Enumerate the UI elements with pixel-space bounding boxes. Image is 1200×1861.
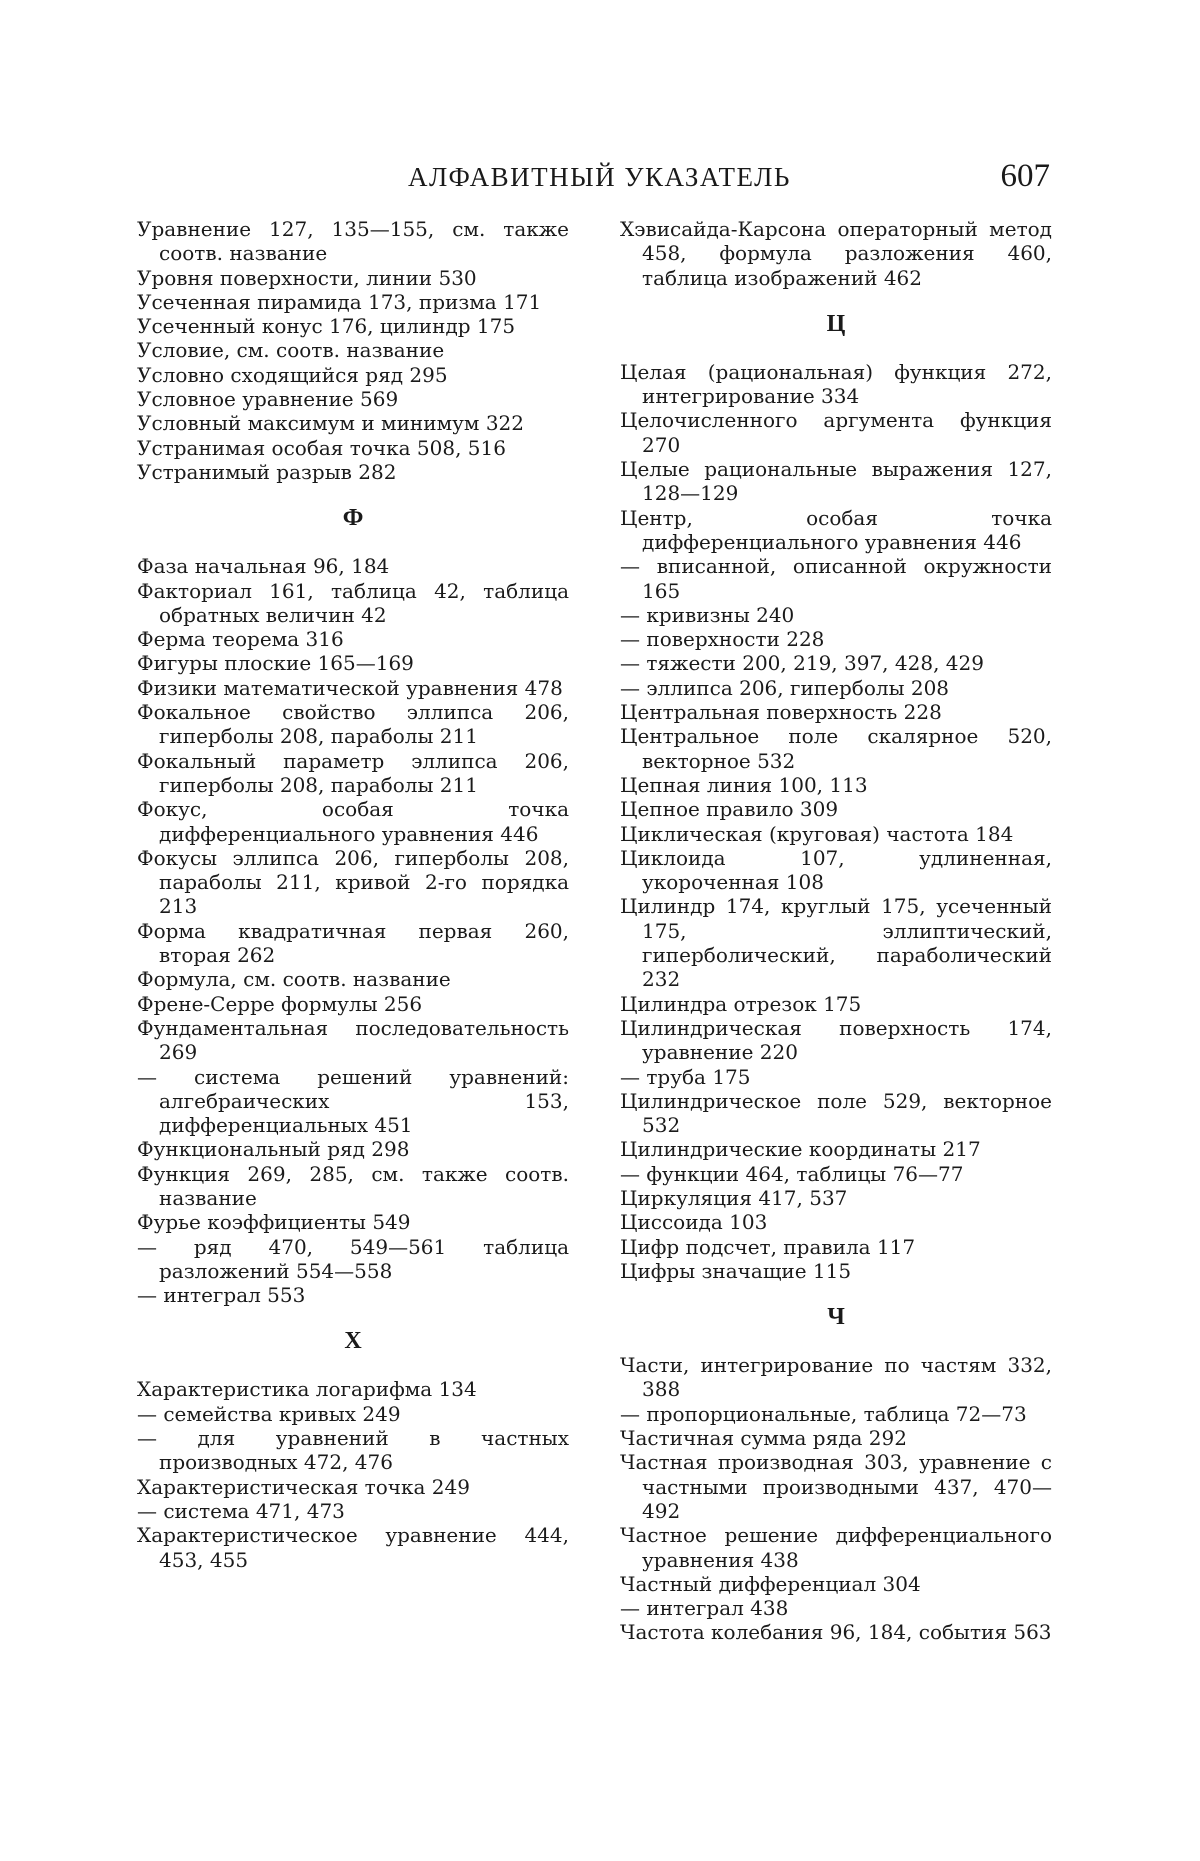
section-letter: Ф: [342, 505, 364, 532]
index-entry: Физики математической уравнения 478: [137, 675, 563, 700]
index-entry: Цилиндра отрезок 175: [620, 991, 862, 1016]
index-entry: Устранимый разрыв 282: [137, 459, 397, 484]
index-entry: — система решений уравнений: алгебраических 153, дифференциальных 451: [137, 1064, 569, 1138]
index-entry: — семейства кривых 249: [137, 1401, 401, 1426]
index-entry: Фундаментальная последовательность 269: [137, 1015, 569, 1065]
index-entry: Фокусы эллипса 206, гиперболы 208, параболы 211, кривой 2-го порядка 213: [137, 845, 569, 919]
index-entry: Частичная сумма ряда 292: [620, 1426, 907, 1451]
index-entry: — ряд 470, 549—561 таблица разложений 554—558: [137, 1234, 569, 1283]
index-entry: Центральное поле скалярное 520, векторное 532: [620, 724, 1052, 773]
index-entry: Условное уравнение 569: [137, 387, 399, 412]
index-entry: Частное решение дифференциального уравнения 438: [620, 1523, 1052, 1572]
index-entry: Функция 269, 285, см. также соотв. название: [137, 1161, 569, 1210]
index-entry: Усеченный конус 176, цилиндр 175: [137, 314, 516, 339]
index-entry: Хэвисайда-Карсона операторный метод 458, формула разложения 460, таблица изображений 462: [620, 217, 1052, 290]
index-entry: Усеченная пирамида 173, призма 171: [137, 289, 542, 314]
index-entry: Центральная поверхность 228: [620, 700, 942, 725]
index-entry: Уравнение 127, 135—155, см. также соотв. название: [137, 217, 569, 266]
section-letter: Ц: [826, 310, 846, 337]
index-entry: Частный дифференциал 304: [620, 1571, 921, 1596]
index-entry: — кривизны 240: [620, 602, 795, 627]
index-entry: Факториал 161, таблица 42, таблица обратных величин 42: [137, 578, 569, 627]
index-entry: Циркуляция 417, 537: [620, 1185, 848, 1210]
index-entry: Циклическая (круговая) частота 184: [620, 821, 1014, 846]
index-entry: Ферма теорема 316: [137, 627, 344, 652]
index-entry: — вписанной, описанной окружности 165: [620, 554, 1052, 603]
index-entry: Цепное правило 309: [620, 797, 839, 822]
index-entry: Целочисленного аргумента функция 270: [620, 408, 1052, 457]
index-entry: Уровня поверхности, линии 530: [137, 265, 477, 290]
index-entry: Циссоида 103: [620, 1210, 768, 1235]
index-entry: Цилиндрическое поле 529, векторное 532: [620, 1088, 1052, 1138]
index-entry: — для уравнений в частных производных 472, 476: [137, 1426, 569, 1475]
index-entry: Частота колебания 96, 184, события 563: [620, 1620, 1052, 1645]
index-entry: — тяжести 200, 219, 397, 428, 429: [620, 651, 984, 676]
index-entry: Цилиндрические координаты 217: [620, 1137, 981, 1162]
index-entry: Форма квадратичная первая 260, вторая 262: [137, 918, 569, 968]
index-entry: Фокальный параметр эллипса 206, гиперболы 208, параболы 211: [137, 748, 569, 797]
index-entry: Цифры значащие 115: [620, 1258, 852, 1283]
index-entry: — система 471, 473: [137, 1498, 345, 1523]
running-title: АЛФАВИТНЫЙ УКАЗАТЕЛЬ: [408, 162, 791, 192]
index-entry: — функции 464, таблицы 76—77: [620, 1161, 964, 1186]
index-entry: Характеристическая точка 249: [137, 1474, 470, 1499]
index-entry: Устранимая особая точка 508, 516: [137, 435, 506, 460]
index-column-right: [620, 217, 1052, 1645]
index-entry: — пропорциональные, таблица 72—73: [620, 1401, 1027, 1426]
section-letter: Ч: [827, 1304, 845, 1331]
index-entry: — поверхности 228: [620, 627, 825, 652]
index-entry: Условный максимум и минимум 322: [137, 411, 524, 436]
index-entry: Частная производная 303, уравнение с частными производными 437, 470—492: [620, 1450, 1052, 1523]
section-letter: Х: [344, 1328, 362, 1355]
index-entry: Фаза начальная 96, 184: [137, 554, 390, 579]
index-entry: — интеграл 553: [137, 1283, 306, 1308]
index-entry: Фурье коэффициенты 549: [137, 1210, 411, 1235]
index-entry: Френе-Серре формулы 256: [137, 991, 423, 1016]
index-entry: Цепная линия 100, 113: [620, 772, 868, 797]
index-entry: Целые рациональные выражения 127, 128—129: [620, 457, 1052, 506]
page-number: 607: [1000, 158, 1050, 194]
index-entry: Части, интегрирование по частям 332, 388: [620, 1353, 1052, 1402]
index-entry: Циклоида 107, удлиненная, укороченная 108: [620, 845, 1052, 895]
index-entry: Цилиндр 174, круглый 175, усеченный 175, эллиптический, гиперболический, параболический 232: [620, 894, 1052, 992]
index-column-left: [137, 217, 569, 1572]
index-entry: Условно сходящийся ряд 295: [137, 362, 448, 387]
index-entry: Характеристика логарифма 134: [137, 1377, 477, 1402]
index-entry: Центр, особая точка дифференциального уравнения 446: [620, 505, 1052, 554]
index-entry: Фокус, особая точка дифференциального уравнения 446: [137, 797, 569, 846]
index-entry: Фигуры плоские 165—169: [137, 651, 414, 676]
index-entry: Цилиндрическая поверхность 174, уравнение 220: [620, 1015, 1052, 1065]
page-header: [140, 158, 1060, 198]
index-entry: Характеристическое уравнение 444, 453, 455: [137, 1523, 569, 1572]
index-entry: Функциональный ряд 298: [137, 1137, 410, 1162]
index-entry: — эллипса 206, гиперболы 208: [620, 675, 950, 700]
index-entry: Целая (рациональная) функция 272, интегрирование 334: [620, 359, 1052, 409]
index-entry: — труба 175: [620, 1064, 751, 1089]
index-entry: Условие, см. соотв. название: [137, 338, 445, 363]
index-entry: — интеграл 438: [620, 1596, 789, 1621]
index-entry: Цифр подсчет, правила 117: [620, 1234, 916, 1259]
index-entry: Фокальное свойство эллипса 206, гиперболы 208, параболы 211: [137, 700, 569, 749]
index-entry: Формула, см. соотв. название: [137, 967, 451, 992]
